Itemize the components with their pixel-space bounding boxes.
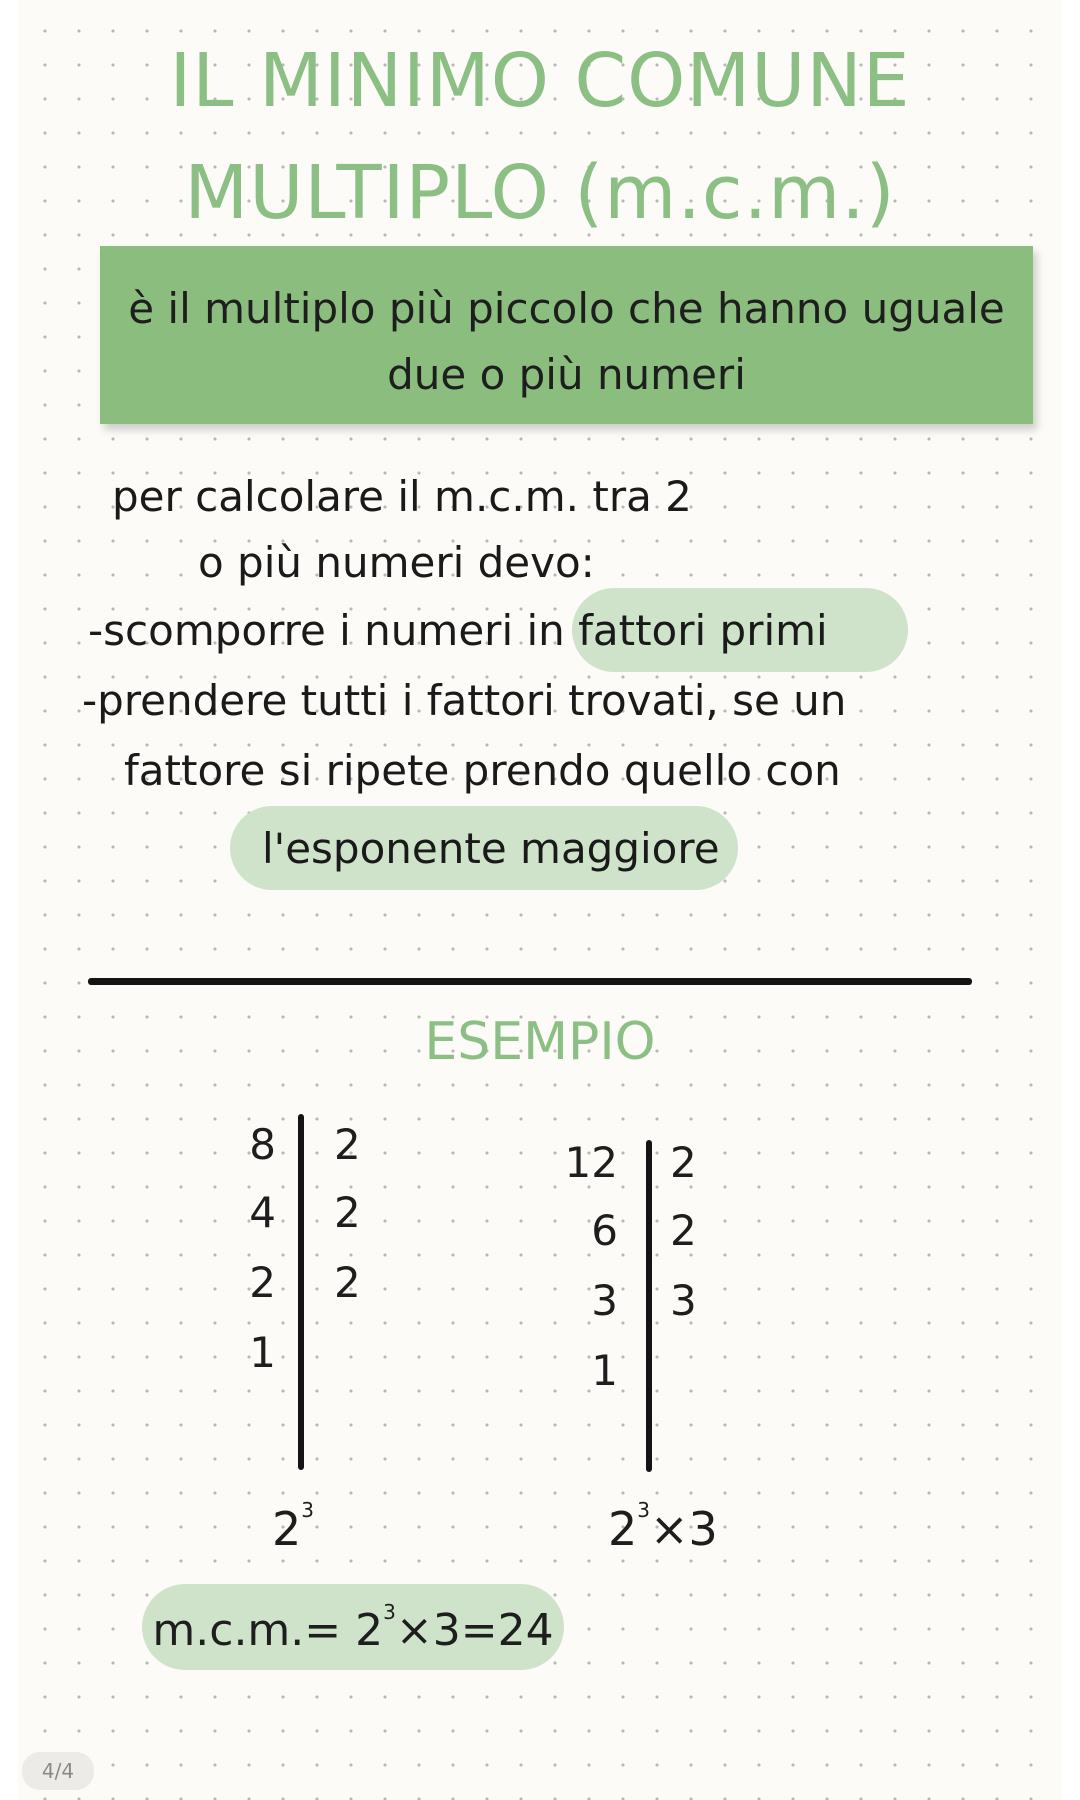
final-suffix: ×3=24	[395, 1605, 554, 1656]
definition-line-2: due o più numeri	[387, 350, 746, 399]
right-number: 3	[591, 1276, 618, 1325]
definition-line-1: è il multiplo più piccolo che hanno uguale	[128, 284, 1005, 333]
right-number: 1	[591, 1346, 618, 1395]
left-result	[272, 1498, 314, 1556]
right-number: 6	[591, 1206, 618, 1255]
right-result	[608, 1498, 718, 1556]
method-line-4: -prendere tutti i fattori trovati, se un	[82, 676, 847, 725]
final-prefix: m.c.m.= 2	[152, 1605, 384, 1656]
method-line-3: -scomporre i numeri in fattori primi	[88, 606, 828, 655]
page-indicator: 4/4	[22, 1752, 94, 1790]
right-factor: 3	[670, 1276, 697, 1325]
final-exp: 3	[383, 1600, 396, 1624]
left-number: 4	[249, 1188, 276, 1237]
left-factor: 2	[334, 1120, 361, 1169]
method-line-2: o più numeri devo:	[198, 538, 595, 587]
left-number: 8	[249, 1120, 276, 1169]
left-number: 2	[249, 1258, 276, 1307]
right-factor: 2	[670, 1138, 697, 1187]
right-result-base: 2	[608, 1502, 638, 1556]
definition-box	[100, 246, 1033, 424]
left-result-exp: 3	[301, 1498, 315, 1522]
right-division-line	[646, 1140, 652, 1472]
right-result-exp: 3	[637, 1498, 651, 1522]
final-result-pill	[142, 1584, 564, 1670]
right-factor: 2	[670, 1206, 697, 1255]
title-line-1: IL MINIMO COMUNE	[169, 38, 911, 124]
example-heading: ESEMPIO	[424, 1012, 656, 1072]
left-number: 1	[249, 1328, 276, 1377]
left-result-base: 2	[272, 1502, 302, 1556]
divider	[88, 978, 972, 985]
right-number: 12	[564, 1138, 618, 1187]
final-result	[142, 1600, 564, 1656]
title-line-2: MULTIPLO (m.c.m.)	[184, 150, 896, 236]
method-line-5: fattore si ripete prendo quello con	[124, 746, 841, 795]
right-result-tail: ×3	[650, 1502, 718, 1556]
left-factor: 2	[334, 1188, 361, 1237]
method-line-6: l'esponente maggiore	[262, 824, 720, 873]
method-line-1: per calcolare il m.c.m. tra 2	[112, 472, 692, 521]
left-division-line	[298, 1114, 304, 1470]
left-factor: 2	[334, 1258, 361, 1307]
